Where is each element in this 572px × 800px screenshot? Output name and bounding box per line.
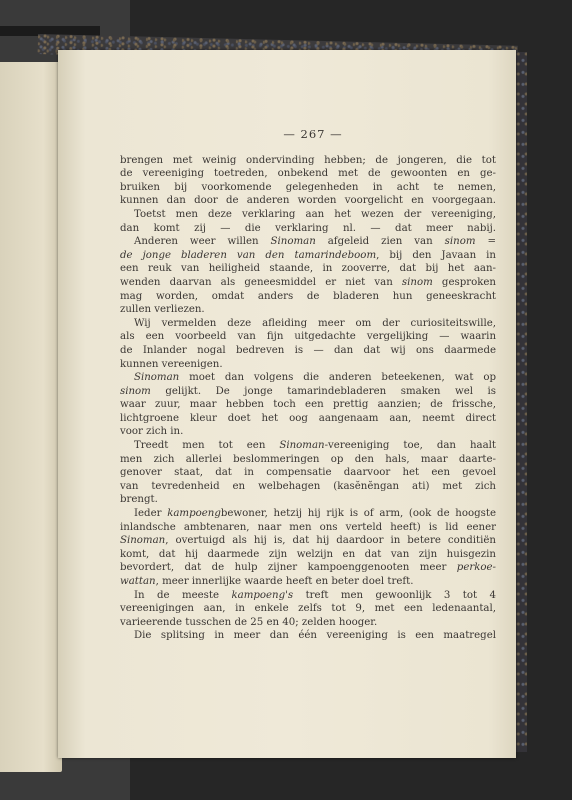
text-line: mag worden, omdat anders de bladeren hun geneeskracht <box>120 290 496 302</box>
text-line: sinom gelijkt. De jonge tamarindebladeren smaken wel is <box>120 385 496 397</box>
page-number: — 267 — <box>283 127 343 141</box>
text-line: Die splitsing in meer dan één vereeniging is een maatregel <box>134 630 496 642</box>
page-content <box>120 128 496 643</box>
text-line: lichtgroene kleur doet het oog aangenaam aan, neemt direct <box>120 412 496 424</box>
text-line: de Inlander nogal bedreven is — dan dat wij ons daarmede <box>120 344 496 356</box>
left-page-edge <box>0 62 62 772</box>
text-line: bevordert, dat de hulp zijner kampoenggenooten meer perkoe- <box>120 562 496 574</box>
text-line: genover staat, dat in compensatie daarvoor het een gevoel <box>120 467 496 479</box>
text-line: In de meeste kampoeng's treft men gewoonlijk 3 tot 4 <box>134 589 496 601</box>
text-line: dan komt zij — die verklaring nl. — dat meer nabij. <box>120 222 496 234</box>
body-text <box>120 154 496 643</box>
text-line: Wij vermelden deze afleiding meer om der curiositeitswille, <box>134 317 496 329</box>
text-line: Sinoman moet dan volgens die anderen beteekenen, wat op <box>134 372 496 384</box>
text-line: brengen met weinig ondervinding hebben; de jongeren, die tot <box>120 154 496 166</box>
text-line: zullen verliezen. <box>120 304 205 316</box>
text-line: waar zuur, maar hebben toch een prettig aanzien; de frissche, <box>120 399 496 411</box>
text-line: kunnen dan door de anderen worden voorgelicht en voorgegaan. <box>120 195 496 207</box>
text-line: brengt. <box>120 494 158 506</box>
text-line: bruiken bij voorkomende gelegenheden in acht te nemen, <box>120 181 496 193</box>
text-line: van tevredenheid en welbehagen (kasĕnĕngan ati) met zich <box>120 480 496 492</box>
text-line: als een voorbeeld van fijn uitgedachte vergelijking — waarin <box>120 331 496 343</box>
text-line: wattan, meer innerlijke waarde heeft en beter doel treft. <box>120 576 414 587</box>
text-line: vereenigingen aan, in enkele zelfs tot 9, met een ledenaantal, <box>120 603 496 615</box>
text-line: Anderen weer willen Sinoman afgeleid zien van sinom = <box>134 236 496 248</box>
text-line: voor zich in. <box>120 426 184 438</box>
text-line: een reuk van heiligheid staande, in zooverre, dat bij het aan- <box>120 263 496 275</box>
text-line: Ieder kampoengbewoner, hetzij hij rijk is of arm, (ook de hoogste <box>134 508 496 520</box>
text-line: de jonge bladeren van den tamarindeboom, bij den Javaan in <box>120 249 496 261</box>
text-line: varieerende tusschen de 25 en 40; zelden hooger. <box>120 616 378 628</box>
text-line: komt, dat hij daarmede zijn welzijn en dat van zijn huisgezin <box>120 548 496 560</box>
text-line: inlandsche ambtenaren, naar men ons verteld heeft) is lid eener <box>120 521 496 533</box>
text-line: Treedt men tot een Sinoman-vereeniging toe, dan haalt <box>134 440 497 452</box>
text-line: wenden daarvan als geneesmiddel er niet van sinom gesproken <box>120 276 496 288</box>
text-line: Toetst men deze verklaring aan het wezen der vereeniging, <box>134 208 496 220</box>
text-line: de vereeniging toetreden, onbekend met de gewoonten en ge- <box>120 168 496 180</box>
text-line: kunnen vereenigen. <box>120 358 223 370</box>
text-line: men zich allerlei beslommeringen op den hals, maar daarte- <box>120 453 496 465</box>
text-line: Sinoman, overtuigd als hij is, dat hij daardoor in betere conditiën <box>120 535 496 547</box>
